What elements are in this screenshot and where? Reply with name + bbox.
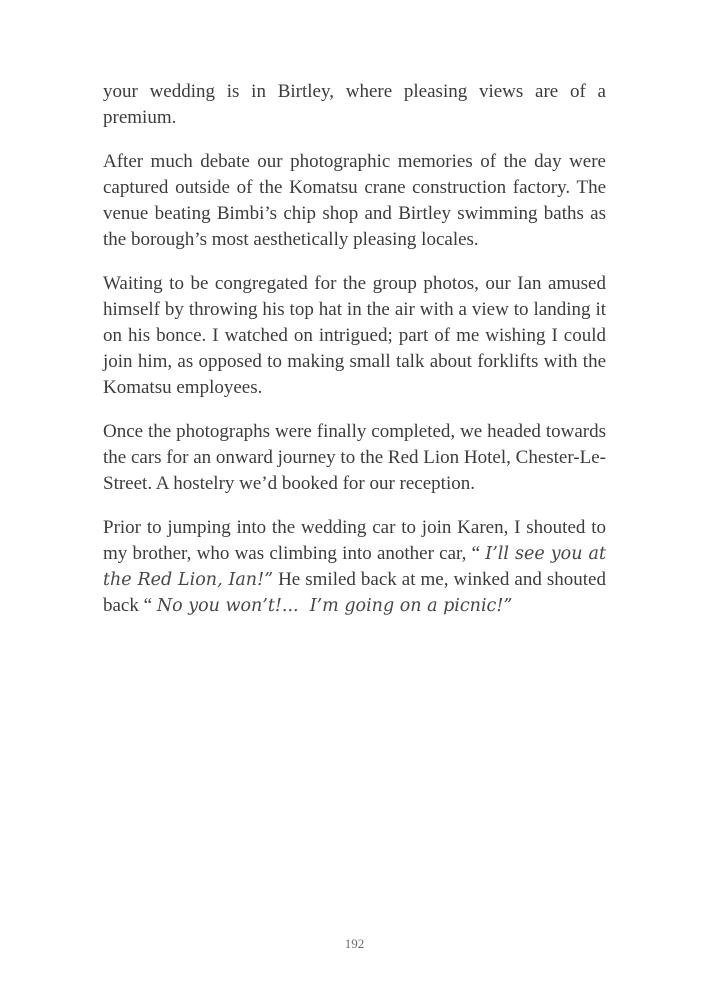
page-text — [103, 79, 606, 637]
paragraph — [103, 515, 606, 619]
paragraph — [103, 149, 606, 253]
paragraph — [103, 271, 606, 401]
text-segment: No you won’t!... I’m going on a picnic!” — [156, 596, 513, 616]
paragraph — [103, 419, 606, 497]
text-segment: I’ll see you at the Red Lion, Ian!” — [103, 544, 606, 590]
paragraph — [103, 79, 606, 131]
text-segment: After much debate our photographic memories of the day were captured outside of the Komatsu crane construction factory. The venue beating Bimbi’s chip shop and Birtley swimming baths as the borough’s most aesthetically pleasing locales. — [103, 151, 606, 250]
text-segment: Waiting to be congregated for the group photos, our Ian amused himself by throwing his top hat in the air with a view to landing it on his bonce. I watched on intrigued; part of me wishing I could join him, as opposed to making small talk about forklifts with the Komatsu employees. — [103, 273, 606, 398]
text-segment: He smiled back at me, winked and shouted back “ — [103, 569, 606, 616]
text-segment: Prior to jumping into the wedding car to join Karen, I shouted to my brother, who was climbing into another car, “ — [103, 517, 606, 564]
text-segment: Once the photographs were finally completed, we headed towards the cars for an onward journey to the Red Lion Hotel, Chester-Le-Street. A hostelry we’d booked for our reception. — [103, 421, 606, 494]
page-number: 192 — [344, 936, 365, 951]
text-segment: your wedding is in Birtley, where pleasing views are of a premium. — [103, 81, 606, 128]
